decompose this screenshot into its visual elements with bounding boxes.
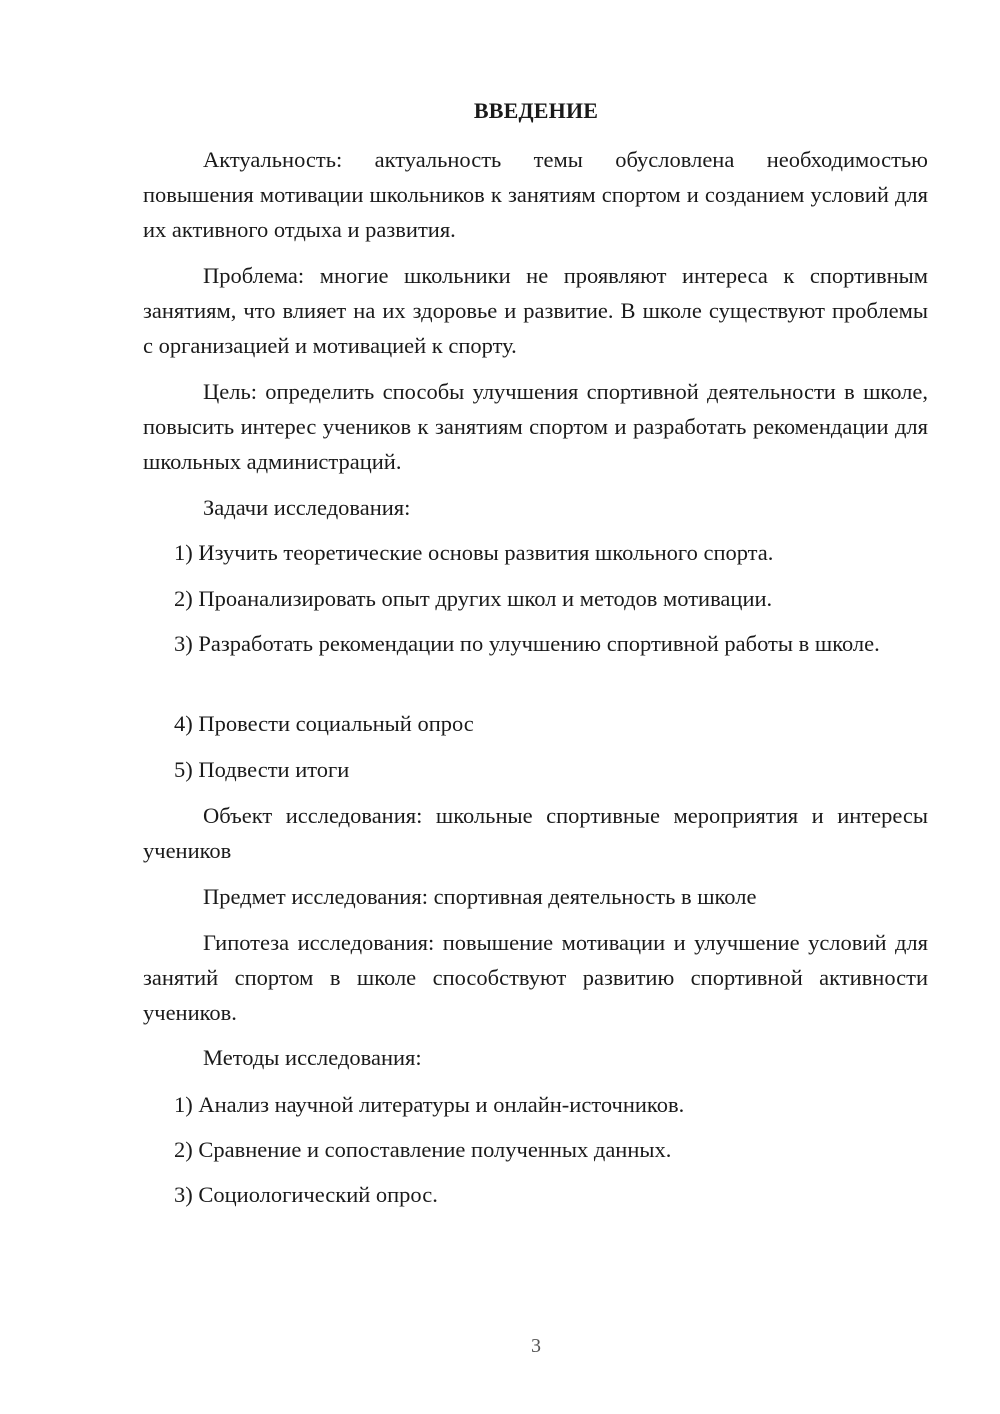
method-item: 2) Сравнение и сопоставление полученных данных. <box>174 1137 672 1162</box>
goal-paragraph: Цель: определить способы улучшения спортивной деятельности в школе, повысить интерес учеников к занятиям спортом и разработать рекомендации для школьных администраций. <box>143 379 928 474</box>
task-item: 3) Разработать рекомендации по улучшению спортивной работы в школе. <box>174 631 880 656</box>
relevance-paragraph: Актуальность: актуальность темы обусловлена необходимостью повышения мотивации школьников к занятиям спортом и созданием условий для их активного отдыха и развития. <box>143 147 928 242</box>
problem-paragraph: Проблема: многие школьники не проявляют интереса к спортивным занятиям, что влияет на их здоровье и развитие. В школе существуют проблемы с организацией и мотивацией к спорту. <box>143 263 928 358</box>
object-paragraph: Объект исследования: школьные спортивные мероприятия и интересы учеников <box>143 803 928 863</box>
task-item: 4) Провести социальный опрос <box>174 711 474 736</box>
task-item: 5) Подвести итоги <box>174 757 350 782</box>
task-item: 1) Изучить теоретические основы развития школьного спорта. <box>174 540 774 565</box>
hypothesis-paragraph: Гипотеза исследования: повышение мотивации и улучшение условий для занятий спортом в школе способствуют развитию спортивной активности учеников. <box>143 930 928 1025</box>
method-item: 1) Анализ научной литературы и онлайн-источников. <box>174 1092 685 1117</box>
tasks-heading: Задачи исследования: <box>203 495 411 520</box>
method-item: 3) Социологический опрос. <box>174 1182 438 1207</box>
section-title: ВВЕДЕНИЕ <box>473 98 599 123</box>
methods-heading: Методы исследования: <box>203 1045 422 1070</box>
page-number: 3 <box>531 1335 541 1357</box>
subject-paragraph: Предмет исследования: спортивная деятельность в школе <box>203 884 757 909</box>
task-item: 2) Проанализировать опыт других школ и методов мотивации. <box>174 586 773 611</box>
